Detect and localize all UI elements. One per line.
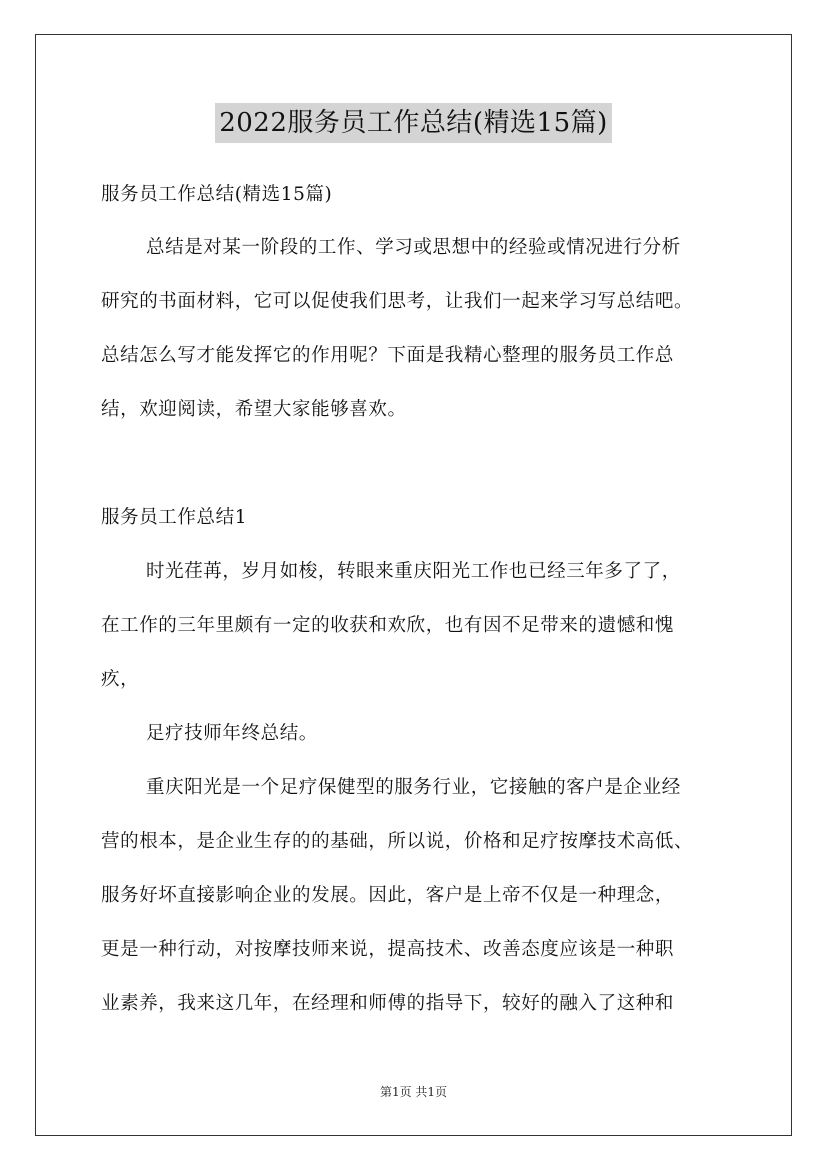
- subtitle-line: 服务员工作总结(精选15篇): [101, 184, 333, 205]
- paragraph-line: 研究的书面材料，它可以促使我们思考，让我们一起来学习写总结吧。: [101, 291, 694, 312]
- title-container: [0, 103, 827, 143]
- paragraph-line: 重庆阳光是一个足疗保健型的服务行业，它接触的客户是企业经: [146, 777, 681, 798]
- paragraph-line: 疚，: [101, 669, 140, 690]
- paragraph-line: 足疗技师年终总结。: [146, 723, 318, 744]
- paragraph-line: 时光荏苒，岁月如梭，转眼来重庆阳光工作也已经三年多了了，: [146, 561, 681, 582]
- section-heading: 服务员工作总结1: [101, 507, 248, 528]
- paragraph-line: 总结是对某一阶段的工作、学习或思想中的经验或情况进行分析: [146, 237, 681, 258]
- document-title: 2022服务员工作总结(精选15篇): [215, 103, 612, 143]
- paragraph-line: 业素养，我来这几年，在经理和师傅的指导下，较好的融入了这种和: [101, 993, 675, 1014]
- paragraph-line: 总结怎么写才能发挥它的作用呢？下面是我精心整理的服务员工作总: [101, 345, 675, 366]
- paragraph-line: 在工作的三年里颇有一定的收获和欢欣，也有因不足带来的遗憾和愧: [101, 615, 675, 636]
- paragraph-line: 结，欢迎阅读，希望大家能够喜欢。: [101, 399, 407, 420]
- paragraph-line: 服务好坏直接影响企业的发展。因此，客户是上帝不仅是一种理念，: [101, 885, 675, 906]
- paragraph-line: 更是一种行动，对按摩技师来说，提高技术、改善态度应该是一种职: [101, 939, 675, 960]
- paragraph-line: 营的根本，是企业生存的的基础，所以说，价格和足疗按摩技术高低、: [101, 831, 694, 852]
- page-footer: 第1页 共1页: [379, 1085, 448, 1099]
